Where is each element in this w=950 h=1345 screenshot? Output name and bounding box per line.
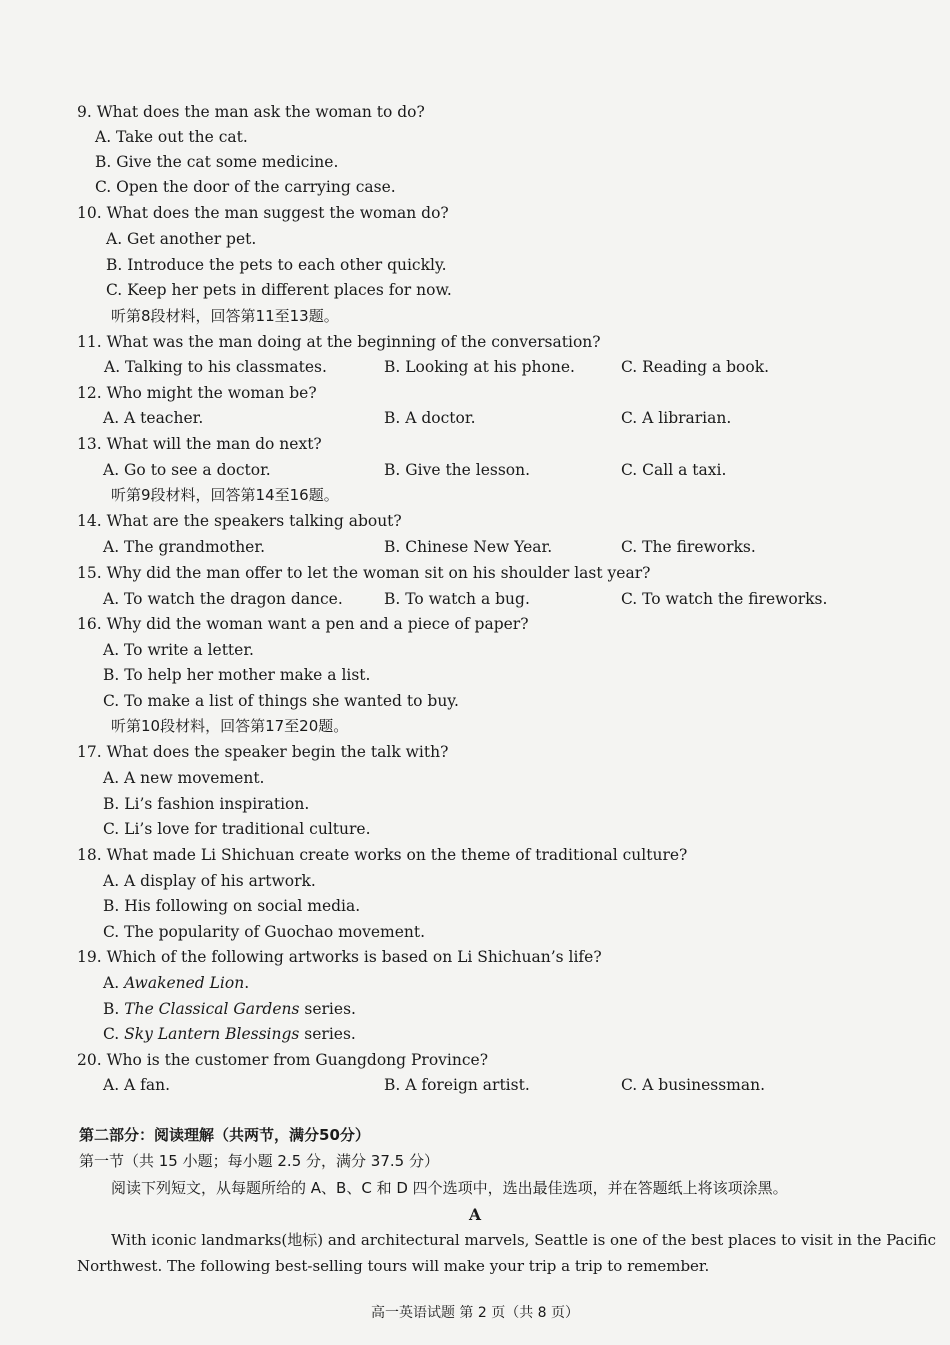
q19-option-a <box>103 973 249 993</box>
q10-option-b: B. Introduce the pets to each other quickly. <box>106 256 447 274</box>
q20-option-b: B. A foreign artist. <box>384 1076 530 1094</box>
q19-option-b-suffix: series. <box>299 1000 356 1018</box>
part-2-instruction: 阅读下列短文，从每题所给的 A、B、C 和 D 四个选项中，选出最佳选项，并在答题纸上将该项涂黑。 <box>111 1179 788 1197</box>
q17-option-a: A. A new movement. <box>103 769 265 787</box>
q14-option-c: C. The fireworks. <box>621 538 756 556</box>
q15-option-c: C. To watch the fireworks. <box>621 590 828 608</box>
q20-option-c: C. A businessman. <box>621 1076 766 1094</box>
q14-option-a: A. The grandmother. <box>103 538 265 556</box>
q18-option-b: B. His following on social media. <box>103 897 361 915</box>
q12-option-a: A. A teacher. <box>103 409 204 427</box>
q9-option-c: C. Open the door of the carrying case. <box>95 178 396 196</box>
question-14: 14. What are the speakers talking about? <box>77 512 402 530</box>
q14-option-b: B. Chinese New Year. <box>384 538 553 556</box>
q20-option-a: A. A fan. <box>103 1076 171 1094</box>
question-17: 17. What does the speaker begin the talk with? <box>77 743 449 761</box>
passage-a-line-2: Northwest. The following best-selling tours will make your trip a trip to remember. <box>77 1257 710 1275</box>
q19-option-b-title: The Classical Gardens <box>124 1000 300 1018</box>
q11-option-c: C. Reading a book. <box>621 358 770 376</box>
q12-option-b: B. A doctor. <box>384 409 476 427</box>
q13-option-a: A. Go to see a doctor. <box>103 461 271 479</box>
question-19: 19. Which of the following artworks is based on Li Shichuan’s life? <box>77 948 602 966</box>
question-18: 18. What made Li Shichuan create works on the theme of traditional culture? <box>77 846 688 864</box>
question-16: 16. Why did the woman want a pen and a piece of paper? <box>77 615 529 633</box>
question-20: 20. Who is the customer from Guangdong Province? <box>77 1051 489 1069</box>
q19-option-a-suffix: . <box>244 974 250 992</box>
q19-option-c-title: Sky Lantern Blessings <box>124 1025 300 1043</box>
q19-option-a-prefix: A. <box>103 974 125 992</box>
q11-option-a: A. Talking to his classmates. <box>104 358 327 376</box>
q17-option-b: B. Li’s fashion inspiration. <box>103 795 310 813</box>
question-12: 12. Who might the woman be? <box>77 384 317 402</box>
question-13: 13. What will the man do next? <box>77 435 322 453</box>
q18-option-a: A. A display of his artwork. <box>103 872 316 890</box>
section-9-instruction: 听第9段材料，回答第14至16题。 <box>111 486 339 504</box>
q19-option-c <box>103 1024 356 1044</box>
q12-option-c: C. A librarian. <box>621 409 732 427</box>
question-11: 11. What was the man doing at the beginning of the conversation? <box>77 333 601 351</box>
q10-option-a: A. Get another pet. <box>106 230 257 248</box>
passage-label: A <box>468 1205 482 1224</box>
q19-option-c-prefix: C. <box>103 1025 125 1043</box>
q19-option-b <box>103 999 356 1019</box>
passage-a-line-1: With iconic landmarks(地标) and architectural marvels, Seattle is one of the best places to visit in the Pacific <box>111 1231 937 1249</box>
q15-option-a: A. To watch the dragon dance. <box>103 590 343 608</box>
q11-option-b: B. Looking at his phone. <box>384 358 575 376</box>
part-2-title: 第二部分：阅读理解（共两节，满分50分） <box>79 1126 370 1144</box>
q10-option-c: C. Keep her pets in different places for now. <box>106 281 452 299</box>
q9-option-a: A. Take out the cat. <box>95 128 248 146</box>
q17-option-c: C. Li’s love for traditional culture. <box>103 820 371 838</box>
q13-option-b: B. Give the lesson. <box>384 461 531 479</box>
question-10: 10. What does the man suggest the woman do? <box>77 204 449 222</box>
section-10-instruction: 听第10段材料，回答第17至20题。 <box>111 717 349 735</box>
question-15: 15. Why did the man offer to let the woman sit on his shoulder last year? <box>77 564 651 582</box>
q16-option-a: A. To write a letter. <box>103 641 254 659</box>
q16-option-b: B. To help her mother make a list. <box>103 666 371 684</box>
section-8-instruction: 听第8段材料，回答第11至13题。 <box>111 307 339 325</box>
q13-option-c: C. Call a taxi. <box>621 461 727 479</box>
q19-option-b-prefix: B. <box>103 1000 125 1018</box>
question-9: 9. What does the man ask the woman to do? <box>77 103 425 121</box>
part-2-section-1: 第一节（共 15 小题；每小题 2.5 分，满分 37.5 分） <box>79 1152 439 1170</box>
q18-option-c: C. The popularity of Guochao movement. <box>103 923 426 941</box>
q16-option-c: C. To make a list of things she wanted to buy. <box>103 692 459 710</box>
q19-option-a-title: Awakened Lion <box>124 974 245 992</box>
q15-option-b: B. To watch a bug. <box>384 590 530 608</box>
q19-option-c-suffix: series. <box>299 1025 356 1043</box>
q9-option-b: B. Give the cat some medicine. <box>95 153 339 171</box>
page-footer: 高一英语试题 第 2 页（共 8 页） <box>370 1305 580 1321</box>
